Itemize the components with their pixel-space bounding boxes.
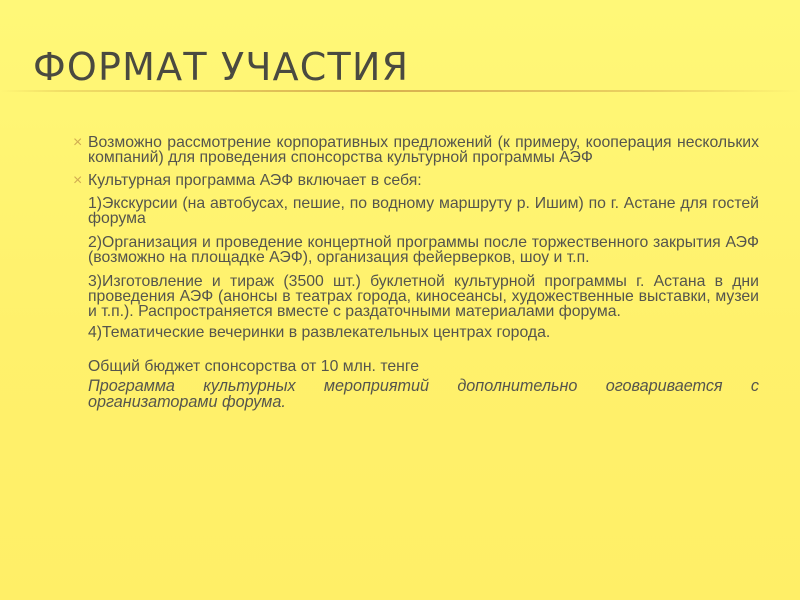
title-divider xyxy=(0,90,800,92)
program-item-parties: 4)Тематические вечеринки в развлекательных центрах города. xyxy=(88,324,551,341)
bullet-text-corporate-offers: Возможно рассмотрение корпоративных предложений (к примеру, кооперация нескольких компаний) для проведения спонсорства культурной программы АЭФ xyxy=(88,134,759,166)
bullet-point-cultural-program xyxy=(73,173,759,188)
x-bullet-icon: × xyxy=(73,134,83,151)
slide-title: ФОРМАТ УЧАСТИЯ xyxy=(33,45,410,89)
bullet-point-corporate-offers xyxy=(73,135,759,165)
x-bullet-icon: × xyxy=(73,172,83,189)
organizers-note: Программа культурных мероприятий дополнительно оговаривается с организаторами форума. xyxy=(88,377,759,411)
program-item-concert: 2)Организация и проведение концертной программы после торжественного закрытия АЭФ (возможно на площадке АЭФ), организация фейерверков, шоу и т.п. xyxy=(88,234,759,266)
program-item-excursions: 1)Экскурсии (на автобусах, пешие, по водному маршруту р. Ишим) по г. Астане для гостей форума xyxy=(88,195,759,227)
sponsorship-budget: Общий бюджет спонсорства от 10 млн. тенге xyxy=(88,358,420,375)
slide-body xyxy=(73,135,759,410)
bullet-text-cultural-program: Культурная программа АЭФ включает в себя: xyxy=(88,172,422,189)
program-item-booklet: 3)Изготовление и тираж (3500 шт.) буклетной культурной программы г. Астана в дни проведения АЭФ (анонсы в театрах города, киносеансы, художественные выставки, музеи и т.п.). Распространяется вместе с раздаточными материалами форума. xyxy=(88,273,759,320)
